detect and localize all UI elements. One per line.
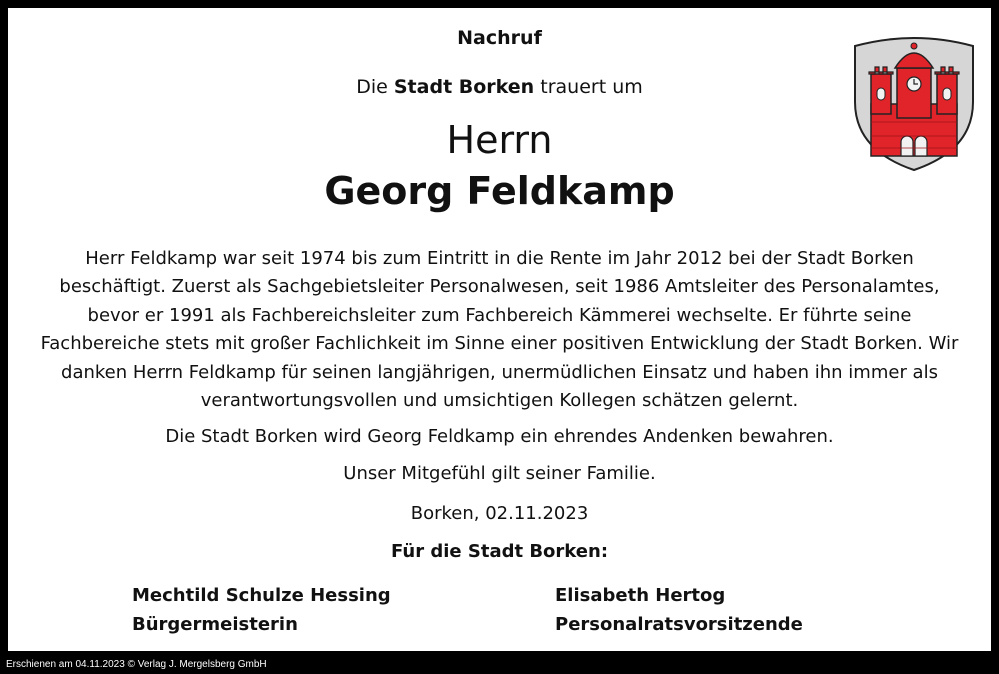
deceased-name: Georg Feldkamp — [324, 169, 675, 213]
signer-role: Personalratsvorsitzende — [555, 614, 803, 635]
signer-role: Bürgermeisterin — [132, 614, 298, 635]
sympathy-line: Unser Mitgefühl gilt seiner Familie. — [343, 463, 656, 484]
intro-pre: Die — [356, 76, 394, 98]
place-date: Borken, 02.11.2023 — [410, 503, 589, 524]
signoff-line: Für die Stadt Borken: — [390, 541, 609, 562]
intro-org: Stadt Borken — [393, 76, 535, 98]
signer-mayor — [132, 581, 391, 639]
obituary-notice — [8, 8, 991, 651]
intro-post: trauert um — [534, 76, 643, 98]
signer-name: Mechtild Schulze Hessing — [132, 585, 391, 606]
memory-line: Die Stadt Borken wird Georg Feldkamp ein ehrendes Andenken bewahren. — [165, 426, 834, 447]
obituary-body-text: Herr Feldkamp war seit 1974 bis zum Eintritt in die Rente im Jahr 2012 bei der Stadt Borken beschäftigt. Zuerst als Sachgebietsleiter Personalwesen, seit 1986 Amtsleiter des Personalamtes, bevor er 1991 als Fachbereichsleiter zum Fachbereich Kämmerei wechselte. Er führte seine Fachbereiche stets mit großer Fachlichkeit im Sinne einer positiven Entwicklung der Stadt Borken. Wir danken Herrn Feldkamp für seinen langjährigen, unermüdlichen Einsatz und haben ihn immer als verantwortungsvollen und umsichtigen Kollegen schätzen gelernt. — [40, 248, 959, 412]
intro-line — [8, 76, 991, 98]
signer-council — [555, 581, 803, 639]
obituary-body — [36, 245, 963, 415]
publication-footer: Erschienen am 04.11.2023 © Verlag J. Mergelsberg GmbH — [6, 659, 267, 670]
notice-label: Nachruf — [457, 27, 542, 49]
signer-name: Elisabeth Hertog — [555, 585, 726, 606]
salutation: Herrn — [446, 118, 553, 162]
